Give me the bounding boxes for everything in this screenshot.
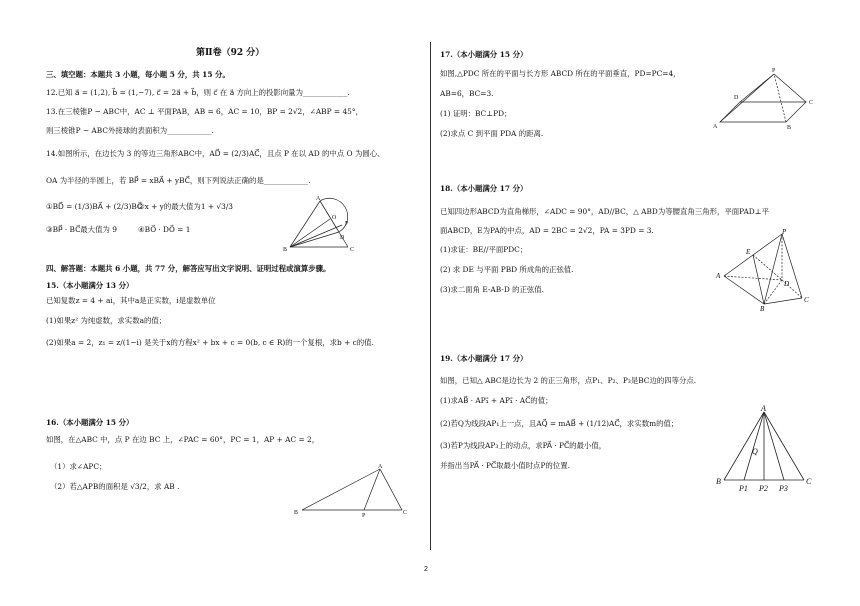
fig14-label-b: B: [283, 247, 288, 253]
question-18-title: 18.（本小题满分 17 分）: [440, 184, 528, 193]
question-13-line1: 13.在三棱锥P − ABC中，AC ⊥ 平面PAB，AB = 6，AC = 10，BP = 2√2，∠ABP = 45°，: [46, 107, 363, 116]
question-14-option4: ④BO⃗ · DO⃗ = 1: [138, 225, 191, 234]
question-19-part4: 并指出当PA⃗ · PC⃗取最小值时点P的位置.: [440, 461, 570, 470]
fig17-label-a: A: [713, 124, 718, 130]
page-number: 2: [424, 566, 428, 573]
question-17-part2: (2)求点 C 到平面 PDA 的距离.: [440, 129, 544, 138]
question-17-part1: (1) 证明：BC⊥PD；: [440, 109, 512, 118]
fig14-label-a: A: [316, 196, 321, 202]
fig18-label-p: P: [782, 228, 787, 236]
fig17-label-d: D: [734, 95, 739, 101]
question-16-stem: 如图，在△ABC 中，点 P 在边 BC 上，∠PAC = 60°，PC = 1，AP + AC = 2，: [46, 435, 320, 444]
figure-q19: [716, 404, 816, 494]
question-17-line1: 如图,△PDC 所在的平面与长方形 ABCD 所在的平面垂直，PD=PC=4，: [440, 69, 681, 78]
fig17-label-p: P: [772, 68, 776, 74]
question-16-part2: （2）若△APB的面积是 √3/2，求 AB .: [50, 482, 180, 491]
question-13-line2: 则三棱锥P − ABC外接球的表面积为____________.: [46, 126, 214, 135]
question-17-title: 17.（本小题满分 15 分）: [440, 50, 528, 59]
question-14-line1: 14.如图所示，在边长为 3 的等边三角形ABC中，AD⃗ = (2/3)AC⃗，且点 P 在以 AD 的中点 O 为圆心、: [46, 149, 385, 158]
fig14-label-p: P: [345, 221, 349, 227]
question-16-title: 16.（本小题满分 15 分）: [46, 418, 134, 427]
fig19-label-p2: P2: [759, 484, 768, 493]
fig18-label-e: E: [746, 248, 751, 256]
part4-header: 四、解答题：本题共 6 小题，共 77 分，解答应写出文字说明、证明过程或演算步骤。: [46, 264, 331, 273]
section-title: 第Ⅱ卷（92 分）: [196, 48, 265, 58]
question-19-title: 19.（本小题满分 17 分）: [440, 354, 528, 363]
fig18-label-a: A: [716, 272, 721, 280]
fig19-label-b: B: [716, 477, 721, 486]
question-16-part1: （1）求∠APC；: [50, 462, 107, 471]
fig16-label-p: P: [362, 513, 366, 518]
fig18-label-c: C: [804, 296, 809, 304]
fig17-label-c: C: [809, 100, 814, 106]
question-18-part3: (3)求二面角 E-AB-D 的正弦值.: [440, 285, 545, 294]
figure-q16: [292, 462, 412, 518]
question-12: 12.已知 a⃗ = (1,2), b⃗ = (1,−7), c⃗ = 2a⃗ + b⃗，则 c⃗ 在 a⃗ 方向上的投影向量为____________.: [46, 88, 350, 97]
question-14-option2: ②x + y的最大值为1 + √3/3: [138, 202, 234, 211]
question-19-part2: (2)若Q为线段AP₁上一点，且AQ⃗ = mAB⃗ + (1/12)AC⃗，求实数m的值；: [440, 419, 679, 428]
question-18-line2: 面ABCD，E为PA的中点，AD = 2BC = 2√2，PA = 3PD = 3.: [440, 226, 654, 235]
fig17-label-b: B: [787, 125, 792, 131]
question-17-line2: AB=6，BC=3.: [440, 89, 494, 98]
fig16-label-a: A: [378, 464, 383, 470]
fig16-label-b: B: [294, 510, 299, 516]
question-15-stem: 已知复数z = 4 + ai，其中a是正实数，i是虚数单位: [46, 296, 216, 305]
question-15-part2: (2)如果a = 2，z₁ = z/(1−i) 是关于x的方程x² + bx + c = 0(b, c ∈ R)的一个复根，求b + c的值.: [46, 338, 374, 347]
fig18-label-b: B: [760, 305, 765, 312]
question-14-option1: ①BD⃗ = (1/3)BA⃗ + (2/3)BC⃗: [46, 202, 143, 211]
fig19-label-a: A: [761, 404, 766, 413]
question-19-part3: (3)若P为线段AP₃上的动点，求PA⃗ · PC⃗的最小值，: [440, 441, 607, 450]
question-19-stem: 如图，已知△ ABC是边长为 2 的正三角形，点P₁、P₂、P₃是BC边的四等分点.: [440, 376, 697, 385]
question-18-part2: (2) 求 DE 与平面 PBD 所成角的正弦值.: [440, 265, 574, 274]
fig18-label-d: D: [784, 280, 790, 288]
part3-header: 三、填空题：本题共 3 小题，每小题 5 分，共 15 分。: [46, 70, 230, 79]
fig14-label-c: C: [350, 247, 355, 253]
fig16-label-c: C: [403, 510, 408, 516]
question-18-part1: (1)求证：BE//平面PDC；: [440, 245, 528, 254]
fig14-label-o: O: [332, 215, 337, 221]
fig19-label-q: Q: [752, 447, 758, 456]
question-19-part1: (1)求AB⃗ · AP₁⃗ + AP₁⃗ · AC⃗的值；: [440, 396, 553, 405]
question-14-line2: OA 为半径的半圆上，若 BP⃗ = xBA⃗ + yBC⃗，则下列说法正确的是____________.: [46, 176, 311, 185]
question-15-part1: (1)如果z² 为纯虚数，求实数a的值；: [46, 316, 167, 325]
column-divider: [430, 42, 431, 550]
question-14-option3: ③BP⃗ · BC⃗最大值为 9: [46, 225, 117, 234]
question-18-line1: 已知四边形ABCD为直角梯形，∠ADC = 90°，AD//BC，△ ABD为等腰直角三角形，平面PAD⊥平: [440, 207, 770, 216]
fig19-label-p1: P1: [739, 484, 748, 493]
fig19-label-p3: P3: [779, 484, 788, 493]
figure-q18: [716, 228, 814, 312]
figure-q17: [710, 66, 820, 132]
question-15-title: 15.（本小题满分 13 分）: [46, 281, 134, 290]
fig14-label-d: D: [340, 235, 345, 241]
figure-q14: [282, 195, 362, 253]
fig19-label-c: C: [806, 477, 812, 486]
